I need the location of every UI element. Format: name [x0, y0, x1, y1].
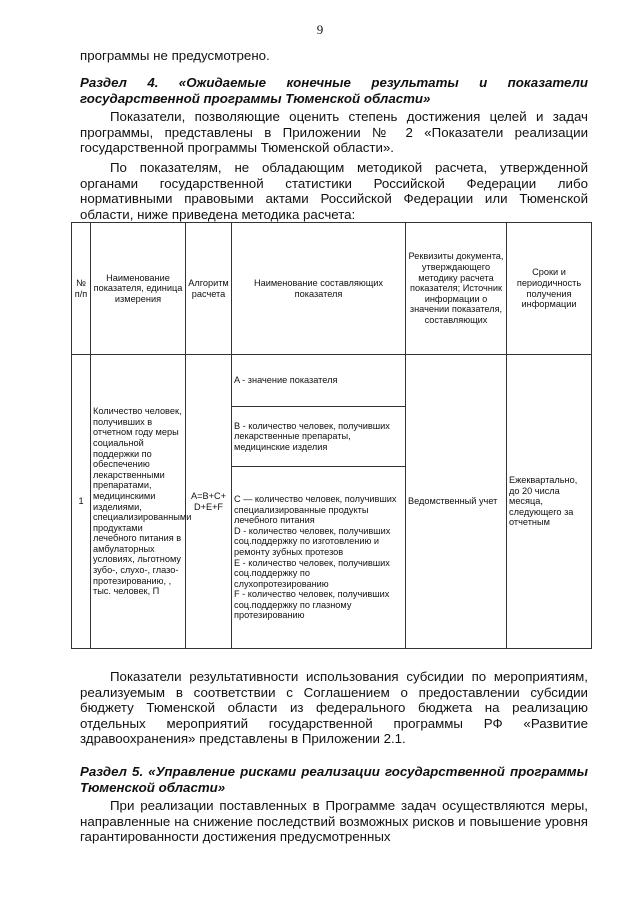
header-algo: Алгоритм расчета	[186, 223, 232, 355]
component-c-f	[232, 467, 406, 649]
paragraph-continuation: программы не предусмотрено.	[80, 48, 270, 63]
page-number: 9	[316, 22, 324, 37]
section-4-heading: Раздел 4. «Ожидаемые конечные результаты и показатели государственной программы Тюменской области»	[80, 75, 588, 106]
header-num: № п/п	[72, 223, 91, 355]
paragraph-methodology: По показателям, не обладающим методикой расчета, утвержденной органами государственной статистики Российской Федерации либо нормативными правовыми актами Российской Федерации или Тюменской области, ниже приведена методика расчета:	[80, 160, 588, 222]
indicators-table	[71, 222, 592, 649]
paragraph-indicators: Показатели, позволяющие оценить степень достижения целей и задач программы, представлены в Приложении № 2 «Показатели реализации государственной программы Тюменской области».	[80, 109, 588, 156]
paragraph-subsidy: Показатели результативности использования субсидии по мероприятиям, реализуемым в соответствии с Соглашением о предоставлении субсидии бюджету Тюменской области из федерального бюджета на реализацию отдельных мероприятий государственной программы РФ «Развитие здравоохранения» представлены в Приложении 2.1.	[80, 669, 588, 747]
header-name: Наименование показателя, единица измерения	[91, 223, 186, 355]
table-header-row	[72, 223, 592, 355]
component-a: A - значение показателя	[232, 355, 406, 407]
component-d: D - количество человек, получивших соц.поддержку по изготовлению и ремонту зубных протезов	[234, 525, 391, 557]
component-c: C — количество человек, получивших специализированные продукты лечебного питания	[234, 493, 397, 526]
header-terms: Сроки и периодичность получения информации	[507, 223, 592, 355]
section-5-heading: Раздел 5. «Управление рисками реализации государственной программы Тюменской области»	[80, 764, 588, 795]
component-b: B - количество человек, получивших лекарственные препараты, медицинские изделия	[232, 407, 406, 467]
row-requisites: Ведомственный учет	[406, 355, 507, 649]
component-e: E - количество человек, получивших соц.поддержку по слухопротезированию	[234, 557, 390, 589]
row-algo: A=B+C+ D+E+F	[186, 355, 232, 649]
table-row	[72, 355, 592, 407]
header-components: Наименование составляющих показателя	[232, 223, 406, 355]
row-num: 1	[72, 355, 91, 649]
component-f: F - количество человек, получивших соц.поддержку по глазному протезированию	[234, 589, 390, 621]
paragraph-risks: При реализации поставленных в Программе задач осуществляются меры, направленные на снижение последствий возможных рисков и повышение уровня гарантированности достижения предусмотренных	[80, 798, 588, 845]
header-requisites: Реквизиты документа, утверждающего методику расчета показателя; Источник информации о значении показателя, составляющих	[406, 223, 507, 355]
row-name: Количество человек, получивших в отчетном году меры социальной поддержки по обеспечению лекарственными препаратами, медицинскими изделиями, специализированными продуктами лечебного питания в амбулаторных условиях, льготному зубо-, слухо-, глазо-протезированию, , тыс. человек, П	[91, 355, 186, 649]
row-terms: Ежеквартально, до 20 числа месяца, следующего за отчетным	[507, 355, 592, 649]
